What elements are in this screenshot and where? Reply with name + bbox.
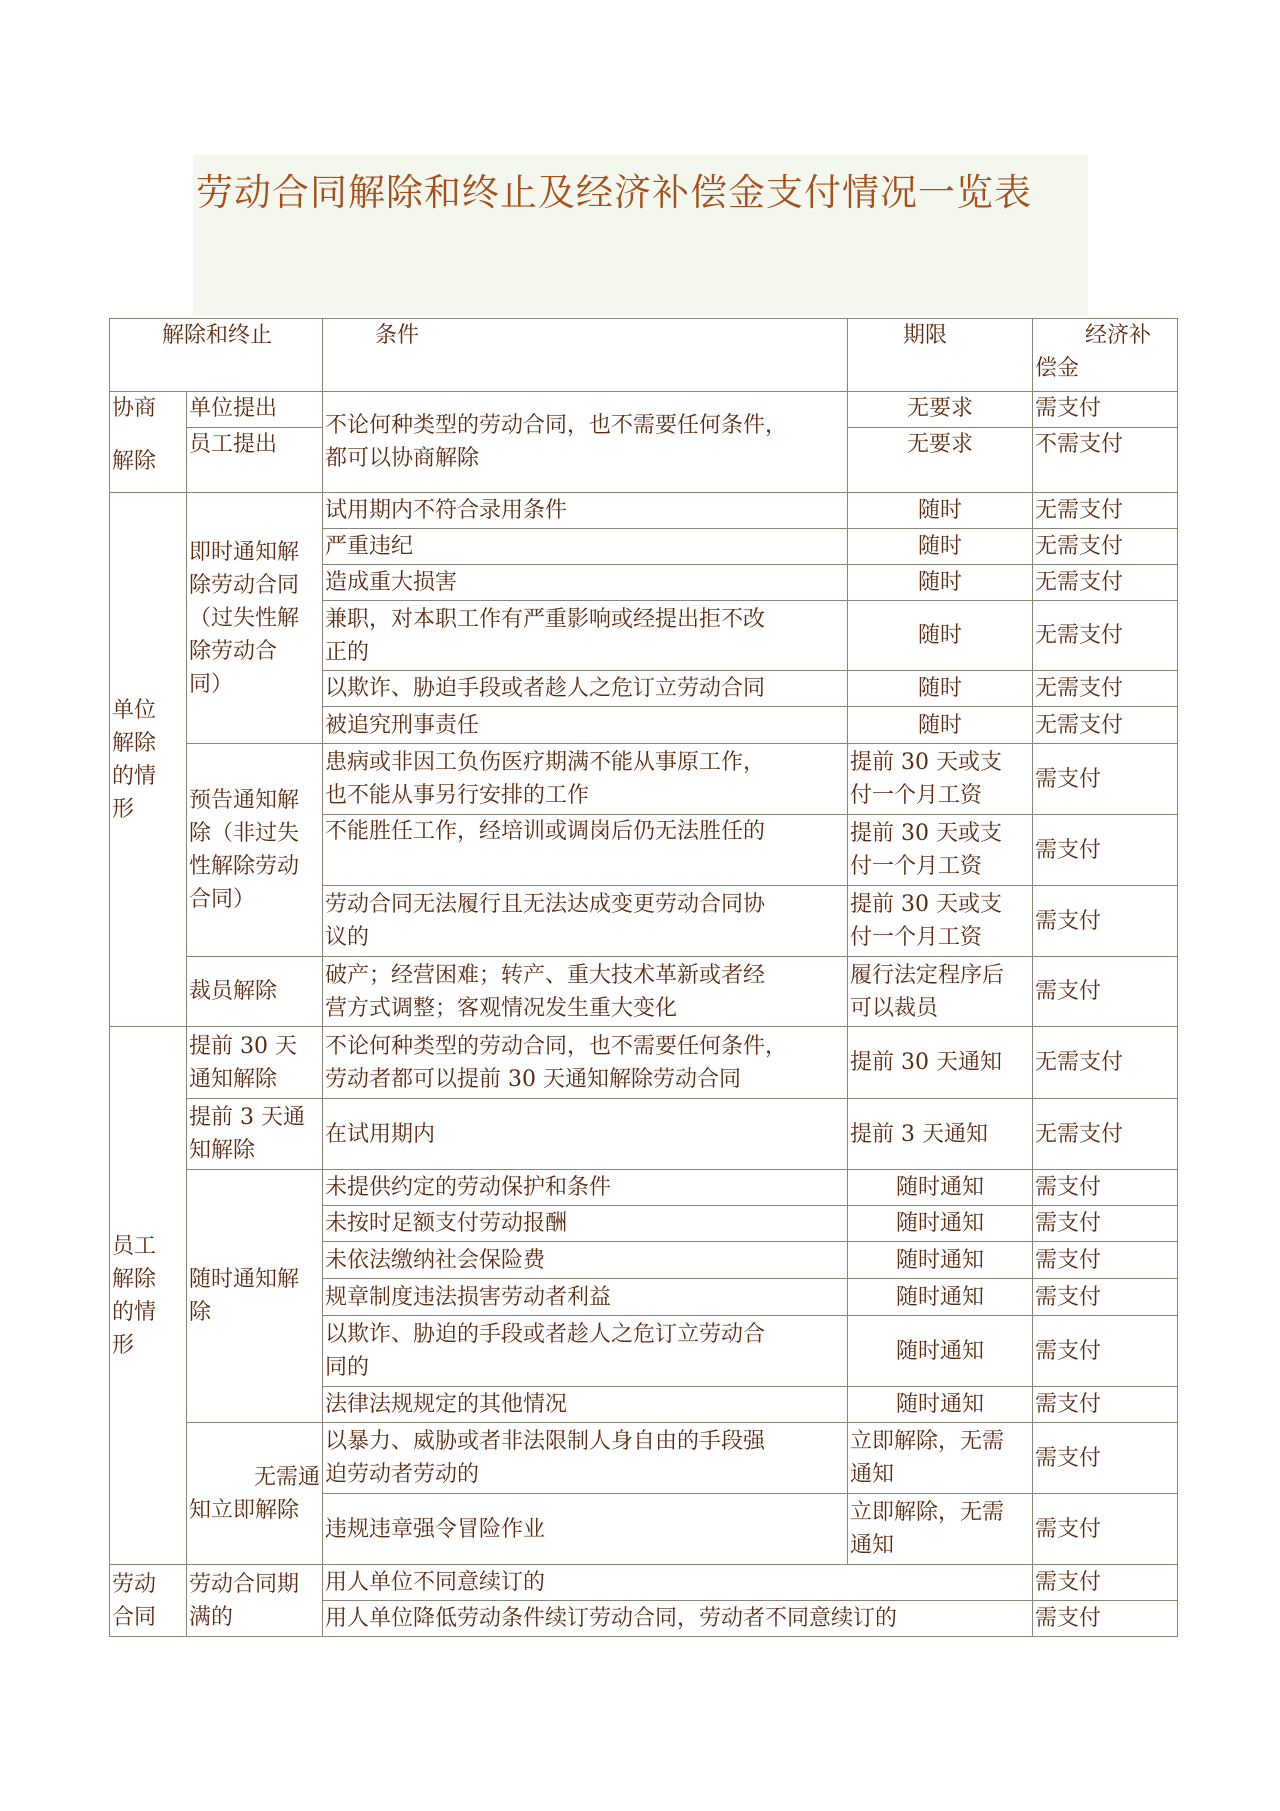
condition-cell: 以暴力、威胁或者非法限制人身自由的手段强 迫劳动者劳动的 — [323, 1423, 848, 1494]
condition-cell: 以欺诈、胁迫的手段或者趁人之危订立劳动合 同的 — [323, 1316, 848, 1387]
period-cell: 随时 — [848, 493, 1033, 529]
condition-cell: 用人单位不同意续订的 — [323, 1565, 1033, 1601]
compensation-cell: 不需支付 — [1033, 428, 1178, 493]
period-cell: 随时通知 — [848, 1279, 1033, 1316]
contract-table — [109, 318, 1178, 1637]
subcategory-cell-expiry: 劳动合同期 满的 — [187, 1565, 323, 1637]
period-cell: 随时 — [848, 601, 1033, 671]
table-row — [110, 1027, 1178, 1099]
table-row — [110, 957, 1178, 1027]
subcategory-cell-immediate-no-notice: 无需通 知立即解除 — [187, 1423, 323, 1565]
condition-cell: 造成重大损害 — [323, 565, 848, 601]
table-row — [110, 744, 1178, 815]
period-cell: 履行法定程序后 可以裁员 — [848, 957, 1033, 1027]
compensation-cell: 无需支付 — [1033, 493, 1178, 529]
compensation-cell: 需支付 — [1033, 886, 1178, 957]
category-cell-employee: 员工 解除 的情 形 — [110, 1027, 187, 1565]
condition-cell: 不论何种类型的劳动合同，也不需要任何条件， 劳动者都可以提前 30 天通知解除劳动合同 — [323, 1027, 848, 1099]
subcategory-cell-immediate: 即时通知解 除劳动合同 （过失性解 除劳动合 同） — [187, 493, 323, 744]
subcategory-cell: 单位提出 — [187, 392, 323, 428]
period-cell: 随时通知 — [848, 1206, 1033, 1242]
table-row — [110, 1170, 1178, 1206]
period-cell: 随时通知 — [848, 1242, 1033, 1279]
header-cell-period: 期限 — [848, 319, 1033, 392]
compensation-cell: 无需支付 — [1033, 1027, 1178, 1099]
compensation-cell: 无需支付 — [1033, 671, 1178, 707]
compensation-cell: 需支付 — [1033, 1565, 1178, 1601]
subcategory-cell: 员工提出 — [187, 428, 323, 493]
category-cell-employer: 单位 解除 的情 形 — [110, 493, 187, 1027]
period-cell: 随时 — [848, 529, 1033, 565]
period-cell: 随时 — [848, 671, 1033, 707]
header-cell-termination: 解除和终止 — [110, 319, 323, 392]
period-cell: 随时通知 — [848, 1170, 1033, 1206]
period-cell: 提前 3 天通知 — [848, 1099, 1033, 1170]
period-cell: 提前 30 天或支 付一个月工资 — [848, 744, 1033, 815]
table-header-row — [110, 319, 1178, 392]
subcategory-cell-notice: 预告通知解 除（非过失 性解除劳动 合同） — [187, 744, 323, 957]
condition-cell: 以欺诈、胁迫手段或者趁人之危订立劳动合同 — [323, 671, 848, 707]
condition-cell: 劳动合同无法履行且无法达成变更劳动合同协 议的 — [323, 886, 848, 957]
table-row — [110, 1565, 1178, 1601]
condition-cell: 未提供约定的劳动保护和条件 — [323, 1170, 848, 1206]
condition-cell: 未按时足额支付劳动报酬 — [323, 1206, 848, 1242]
compensation-cell: 无需支付 — [1033, 565, 1178, 601]
compensation-cell: 无需支付 — [1033, 1099, 1178, 1170]
table-row — [110, 493, 1178, 529]
condition-cell: 不论何种类型的劳动合同，也不需要任何条件， 都可以协商解除 — [323, 392, 848, 493]
table-row — [110, 392, 1178, 428]
compensation-cell: 需支付 — [1033, 957, 1178, 1027]
condition-cell: 兼职，对本职工作有严重影响或经提出拒不改 正的 — [323, 601, 848, 671]
compensation-cell: 无需支付 — [1033, 529, 1178, 565]
period-cell: 提前 30 天或支 付一个月工资 — [848, 886, 1033, 957]
period-cell: 立即解除，无需 通知 — [848, 1494, 1033, 1565]
subcategory-cell-layoff: 裁员解除 — [187, 957, 323, 1027]
condition-cell: 未依法缴纳社会保险费 — [323, 1242, 848, 1279]
condition-cell: 试用期内不符合录用条件 — [323, 493, 848, 529]
compensation-cell: 无需支付 — [1033, 707, 1178, 744]
compensation-cell: 需支付 — [1033, 1279, 1178, 1316]
compensation-cell: 需支付 — [1033, 1387, 1178, 1423]
compensation-cell: 需支付 — [1033, 744, 1178, 815]
period-cell: 无要求 — [848, 392, 1033, 428]
condition-cell: 用人单位降低劳动条件续订劳动合同，劳动者不同意续订的 — [323, 1601, 1033, 1637]
condition-cell: 不能胜任工作，经培训或调岗后仍无法胜任的 — [323, 815, 848, 886]
condition-cell: 破产；经营困难；转产、重大技术革新或者经 营方式调整；客观情况发生重大变化 — [323, 957, 848, 1027]
period-cell: 随时通知 — [848, 1387, 1033, 1423]
condition-cell: 违规违章强令冒险作业 — [323, 1494, 848, 1565]
header-cell-condition: 条件 — [323, 319, 848, 392]
period-cell: 随时通知 — [848, 1316, 1033, 1387]
period-cell: 随时 — [848, 565, 1033, 601]
compensation-cell: 需支付 — [1033, 1423, 1178, 1494]
subcategory-cell-anytime: 随时通知解 除 — [187, 1170, 323, 1423]
period-cell: 提前 30 天通知 — [848, 1027, 1033, 1099]
condition-cell: 法律法规规定的其他情况 — [323, 1387, 848, 1423]
compensation-cell: 需支付 — [1033, 1494, 1178, 1565]
compensation-cell: 需支付 — [1033, 1170, 1178, 1206]
category-cell-negotiation: 协商 解除 — [110, 392, 187, 493]
condition-cell: 被追究刑事责任 — [323, 707, 848, 744]
condition-cell: 患病或非因工负伤医疗期满不能从事原工作， 也不能从事另行安排的工作 — [323, 744, 848, 815]
condition-cell: 严重违纪 — [323, 529, 848, 565]
compensation-cell: 需支付 — [1033, 1206, 1178, 1242]
table-row — [110, 1423, 1178, 1494]
compensation-cell: 需支付 — [1033, 392, 1178, 428]
period-cell: 提前 30 天或支 付一个月工资 — [848, 815, 1033, 886]
category-cell-contract: 劳动 合同 — [110, 1565, 187, 1637]
compensation-cell: 需支付 — [1033, 1601, 1178, 1637]
period-cell: 立即解除，无需 通知 — [848, 1423, 1033, 1494]
condition-cell: 在试用期内 — [323, 1099, 848, 1170]
subcategory-cell: 提前 3 天通 知解除 — [187, 1099, 323, 1170]
compensation-cell: 无需支付 — [1033, 601, 1178, 671]
period-cell: 随时 — [848, 707, 1033, 744]
compensation-cell: 需支付 — [1033, 1316, 1178, 1387]
subcategory-cell: 提前 30 天 通知解除 — [187, 1027, 323, 1099]
page-title: 劳动合同解除和终止及经济补偿金支付情况一览表 — [196, 171, 1032, 214]
compensation-cell: 需支付 — [1033, 815, 1178, 886]
compensation-cell: 需支付 — [1033, 1242, 1178, 1279]
period-cell: 无要求 — [848, 428, 1033, 493]
header-cell-compensation: 经济补 偿金 — [1033, 319, 1178, 392]
table-row — [110, 1099, 1178, 1170]
condition-cell: 规章制度违法损害劳动者利益 — [323, 1279, 848, 1316]
